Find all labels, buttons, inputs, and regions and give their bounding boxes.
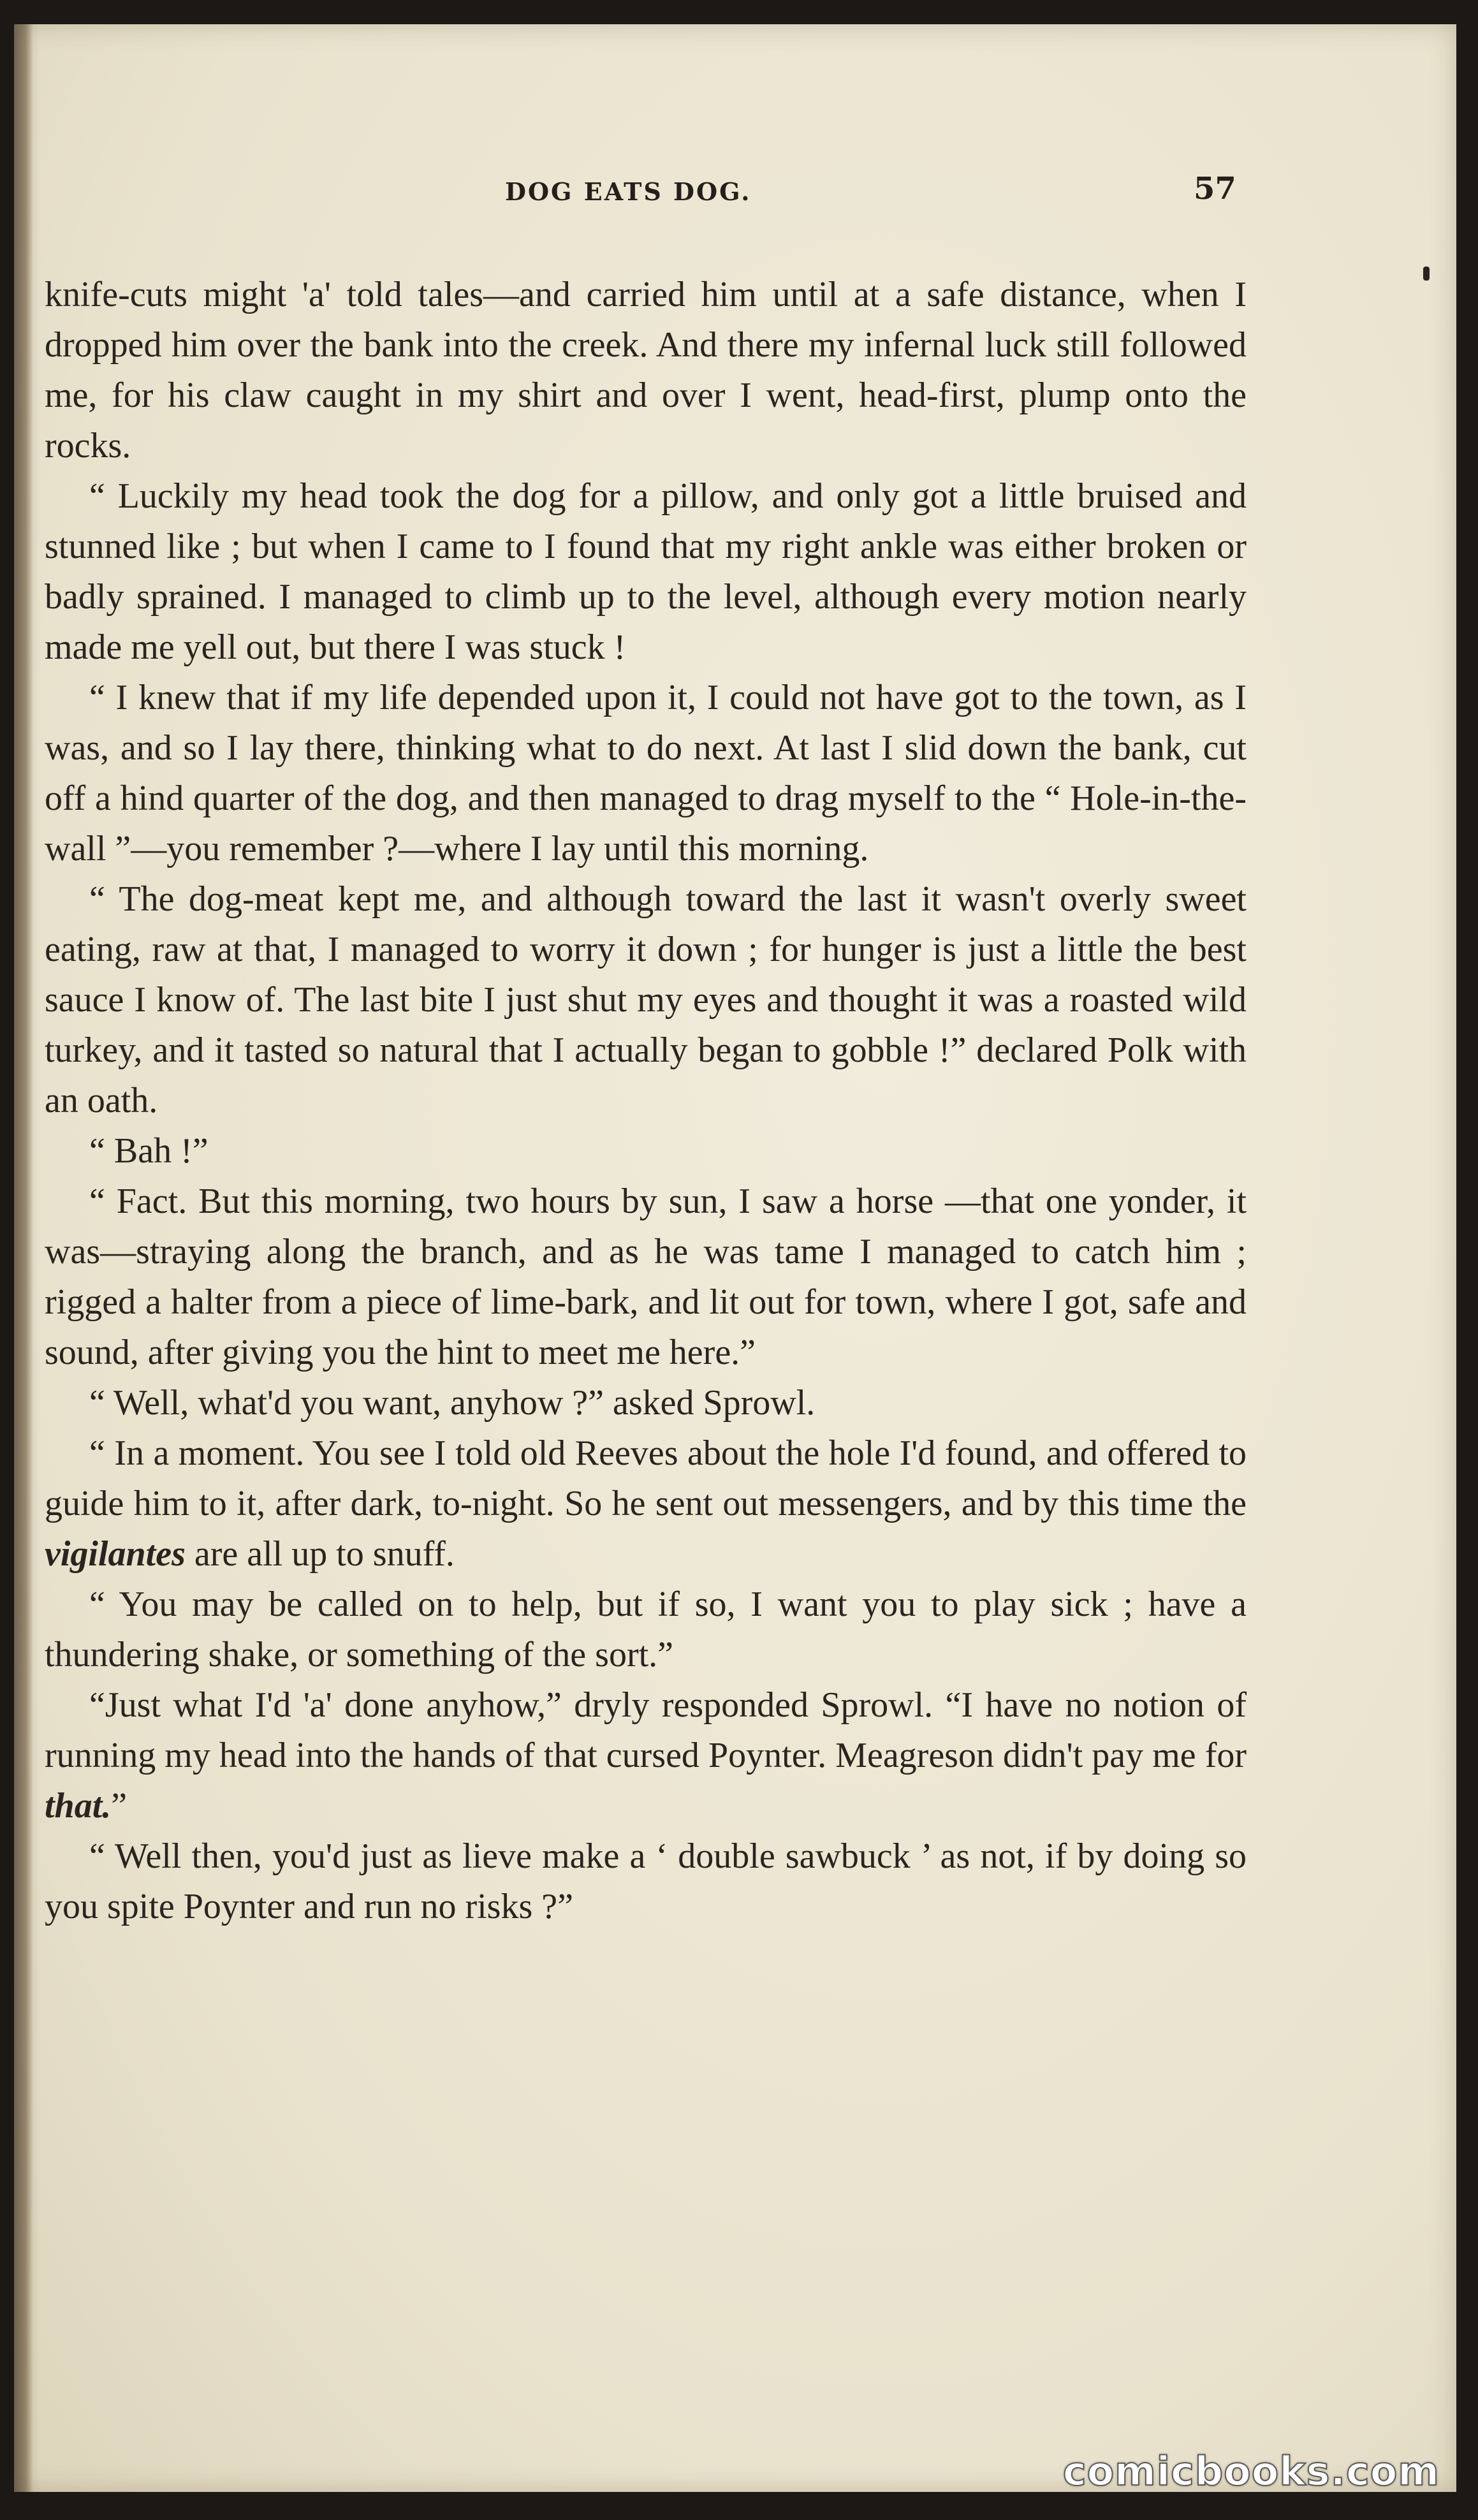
paragraph <box>45 1680 1247 1831</box>
paragraph: “ Luckily my head took the dog for a pillow, and only got a little bruised and stunned like ; but when I came to I found that my right ankle was either broken or badly sprained. I managed to climb up to the level, although every motion nearly made me yell out, but there I was stuck ! <box>45 476 1247 667</box>
paragraph: knife-cuts might 'a' told tales—and carried him until at a safe distance, when I dropped him over the bank into the creek. And there my infernal luck still followed me, for his claw caught in my shirt and over I went, head-first, plump onto the rocks. <box>45 275 1247 465</box>
paragraph-text: “Just what I'd 'a' done anyhow,” dryly responded Sprowl. “I have no notion of running my head into the hands of that cursed Poynter. Meagreson didn't pay me for <box>45 1685 1247 1775</box>
paragraph: “ Well, what'd you want, anyhow ?” asked Sprowl. <box>89 1383 816 1423</box>
page-number: 57 <box>1194 171 1236 207</box>
italic-word: that. <box>45 1786 112 1826</box>
paragraph: “ Fact. But this morning, two hours by sun, I saw a horse —that one yonder, it was—straying along the branch, and as he was tame I managed to catch him ; rigged a halter from a piece of lime-bark, and lit out for town, where I got, safe and sound, after giving you the hint to meet me here.” <box>45 1182 1247 1372</box>
site-watermark: comicbooks.com <box>1062 2448 1440 2494</box>
paragraph-text: ” <box>111 1786 128 1826</box>
running-head <box>14 171 1456 216</box>
margin-ink-mark <box>1423 267 1430 281</box>
paragraph: “ Well then, you'd just as lieve make a ‘ double sawbuck ’ as not, if by doing so you spite Poynter and run no risks ?” <box>45 1836 1247 1926</box>
paragraph: “ The dog-meat kept me, and although toward the last it wasn't overly sweet eating, raw at that, I managed to worry it down ; for hunger is just a little the best sauce I know of. The last bite I just shut my eyes and thought it was a roasted wild turkey, and it tasted so natural that I actually began to gobble !” declared Polk with an oath. <box>45 879 1247 1120</box>
page-spine-shadow <box>14 24 33 2492</box>
paragraph: “ I knew that if my life depended upon it, I could not have got to the town, as I was, and so I lay there, thinking what to do next. At last I slid down the bank, cut off a hind quarter of the dog, and then managed to drag myself to the “ Hole-in-the-wall ”—you remember ?—where I lay until this morning. <box>45 678 1247 868</box>
paragraph-text: “ In a moment. You see I told old Reeves about the hole I'd found, and offered to guide him to it, after dark, to-night. So he sent out messengers, and by this time the <box>45 1433 1247 1523</box>
paragraph <box>45 1428 1247 1579</box>
paragraph: “ Bah !” <box>89 1131 209 1171</box>
paragraph-text: are all up to snuff. <box>185 1534 455 1574</box>
body-text <box>45 270 1247 1932</box>
book-page <box>14 24 1456 2492</box>
running-head-title: DOG EATS DOG. <box>505 177 752 206</box>
italic-word: vigilantes <box>45 1534 186 1574</box>
paragraph: “ You may be called on to help, but if so, I want you to play sick ; have a thundering shake, or something of the sort.” <box>45 1585 1247 1674</box>
